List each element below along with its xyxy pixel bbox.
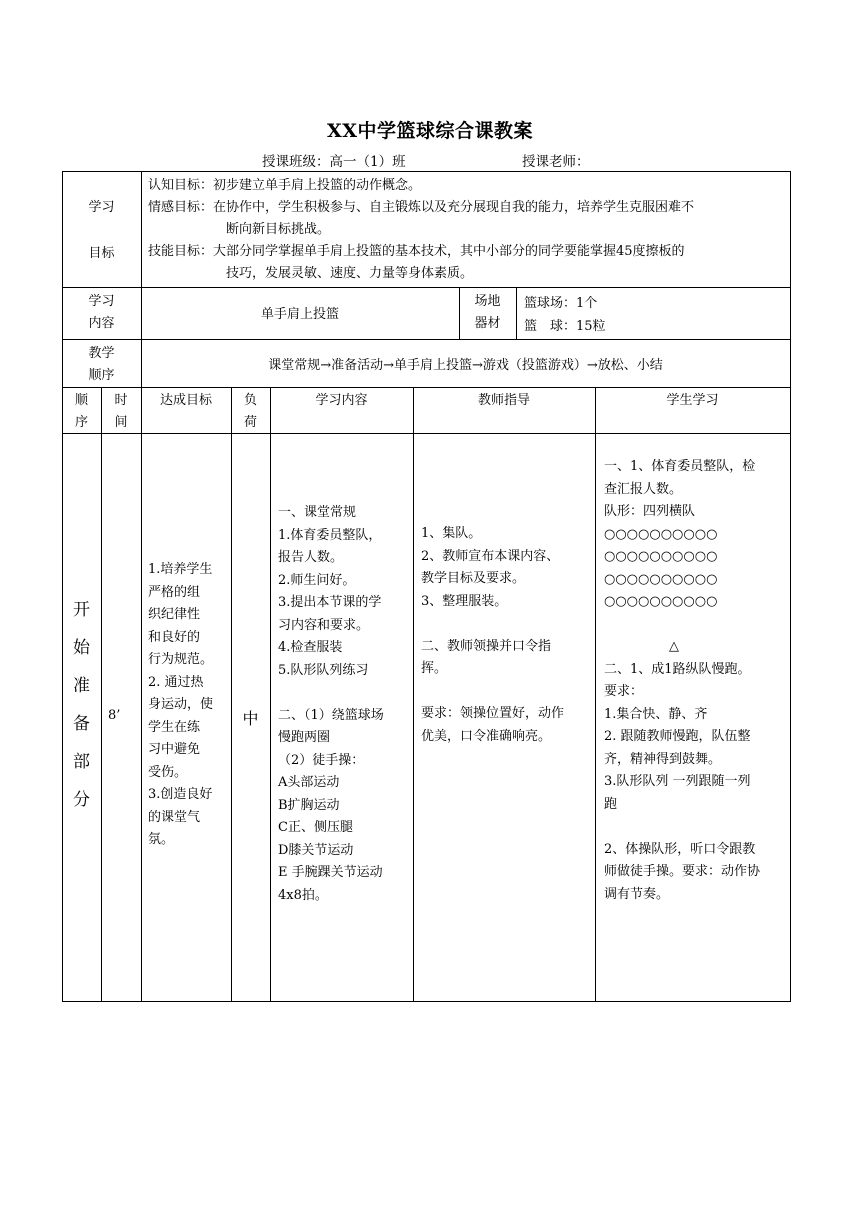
target-line: 身运动，使 <box>148 697 214 712</box>
target-line: 和良好的 <box>148 629 201 645</box>
col-seq-2: 序 <box>74 415 88 430</box>
content-value: 单手肩上投篮 <box>260 307 339 322</box>
content-line: 二、（1）绕篮球场 <box>278 707 384 723</box>
target-line: 严格的组 <box>148 584 201 600</box>
teacher-line: 3、整理服装。 <box>421 593 508 609</box>
section-name-char: 始 <box>73 638 90 658</box>
student-line: 齐，精神得到鼓舞。 <box>604 751 722 767</box>
student-line: 查汇报人数。 <box>604 481 683 497</box>
content-line <box>278 682 384 705</box>
content-line: B扩胸运动 <box>278 797 340 813</box>
content-line: 慢跑两圈 <box>278 730 331 745</box>
content-line: D膝关节运动 <box>278 842 354 858</box>
goal-skill-text-2: 技巧，发展灵敏、速度、力量等身体素质。 <box>226 266 474 281</box>
col-load-1: 负 <box>243 393 257 408</box>
section-name <box>62 591 101 819</box>
student-line <box>604 614 760 637</box>
student-line: ○○○○○○○○○○ <box>604 594 718 609</box>
teacher-line: 教学目标及要求。 <box>421 571 526 586</box>
row-divider <box>62 287 791 288</box>
content-line: 3.提出本节课的学 <box>278 595 382 610</box>
student-line: 二、1、成1路纵队慢跑。 <box>604 661 751 677</box>
content-line: 5.队形队列练习 <box>278 662 369 678</box>
order-value: 课堂常规→准备活动→单手肩上投篮→游戏（投篮游戏）→放松、小结 <box>268 358 663 373</box>
goal-skill <box>148 241 685 264</box>
student-line: 跑 <box>604 796 618 812</box>
col-divider <box>231 387 232 1002</box>
goals-label-2: 目标 <box>88 246 115 261</box>
content-line: 习内容和要求。 <box>278 617 370 633</box>
target-line: 织纪律性 <box>148 607 201 622</box>
section-content <box>278 502 384 907</box>
content-line: E 手腕踝关节运动 <box>278 865 383 880</box>
content-label-2: 内容 <box>88 316 115 331</box>
student-line: 师做徒手操。要求：动作协 <box>604 864 761 879</box>
student-line: 要求： <box>604 684 644 699</box>
content-line: 4x8拍。 <box>278 887 328 903</box>
col-divider <box>413 387 414 1002</box>
order-label-1: 教学 <box>88 346 115 361</box>
venue-balls: 篮 球：15粒 <box>524 319 606 334</box>
section-teacher <box>421 523 564 748</box>
target-line: 1.培养学生 <box>148 562 213 577</box>
section-name-char: 部 <box>73 752 90 772</box>
goals-label-1: 学习 <box>88 200 115 215</box>
target-line: 学生在练 <box>148 719 201 735</box>
student-line: 一、1、体育委员整队，检 <box>604 459 756 474</box>
goal-cognitive <box>148 175 421 198</box>
section-time: 8’ <box>108 708 121 723</box>
teacher-line: 1、集队。 <box>421 526 482 541</box>
target-line: 2. 通过热 <box>148 674 204 690</box>
venue-label-1: 场地 <box>474 294 501 309</box>
goal-skill-label: 技能目标： <box>148 244 214 259</box>
goal-emotion-label: 情感目标： <box>148 200 214 215</box>
target-line: 的课堂气 <box>148 809 201 825</box>
class-label: 授课班级：高一（1）班 <box>262 154 406 170</box>
venue-label-2: 器材 <box>474 316 501 331</box>
teacher-line <box>421 681 564 704</box>
teacher-line <box>421 613 564 636</box>
student-line <box>604 816 760 839</box>
goal-cognitive-text: 初步建立单手肩上投篮的动作概念。 <box>213 178 422 193</box>
content-line: A头部运动 <box>278 775 340 790</box>
teacher-line: 优美，口令准确响亮。 <box>421 728 552 744</box>
col-time-1: 时 <box>114 393 128 408</box>
col-seq-1: 顺 <box>74 393 88 408</box>
target-line: 受伤。 <box>148 764 188 780</box>
table-border-bottom <box>62 1001 791 1002</box>
table-border-top <box>62 171 791 172</box>
student-line: 调有节奏。 <box>604 886 670 902</box>
teacher-line: 2、教师宣布本课内容、 <box>421 548 560 564</box>
row-divider <box>62 387 791 388</box>
col-divider <box>101 387 102 1002</box>
student-line: ○○○○○○○○○○ <box>604 571 718 587</box>
goal-emotion-text-1: 在协作中，学生积极参与、自主锻炼以及充分展现自我的能力，培养学生克服困难不 <box>213 200 695 215</box>
content-line: 一、课堂常规 <box>278 505 357 520</box>
teacher-line: 要求：领操位置好，动作 <box>421 706 565 721</box>
col-divider <box>595 387 596 1002</box>
student-line: △ <box>604 639 679 654</box>
section-load: 中 <box>242 709 259 728</box>
target-line: 行为规范。 <box>148 652 214 667</box>
student-line: 1.集合快、静、齐 <box>604 706 708 722</box>
content-line: 2.师生问好。 <box>278 572 356 588</box>
teacher-line: 挥。 <box>421 661 448 676</box>
section-student <box>604 456 760 906</box>
goal-emotion-text-2: 断向新目标挑战。 <box>226 222 331 237</box>
teacher-label: 授课老师： <box>522 154 590 170</box>
content-label-1: 学习 <box>88 294 115 309</box>
page-title: XX中学篮球综合课教案 <box>327 120 533 142</box>
content-line: 1.体育委员整队， <box>278 527 382 543</box>
content-line: 4.检查服装 <box>278 640 343 655</box>
student-line: ○○○○○○○○○○ <box>604 549 718 564</box>
goal-cognitive-label: 认知目标： <box>148 178 214 193</box>
goal-emotion <box>148 197 694 220</box>
content-line: C正、侧压腿 <box>278 820 353 835</box>
teacher-line: 二、教师领操并口令指 <box>421 638 552 654</box>
section-name-char: 准 <box>73 676 90 696</box>
order-label-2: 顺序 <box>88 368 115 383</box>
section-target <box>148 559 213 852</box>
student-line: 2、体操队形，听口令跟教 <box>604 841 756 857</box>
row-divider <box>62 433 791 434</box>
target-line: 氛。 <box>148 832 175 847</box>
table-border-right <box>790 171 791 1002</box>
row-divider <box>62 339 791 340</box>
col-divider <box>141 171 142 1002</box>
col-divider <box>270 387 271 1002</box>
col-target: 达成目标 <box>159 393 212 408</box>
col-content: 学习内容 <box>315 393 368 408</box>
student-line: ○○○○○○○○○○ <box>604 526 718 542</box>
section-name-char: 备 <box>73 714 90 734</box>
content-line: 报告人数。 <box>278 550 344 565</box>
venue-court: 篮球场：1个 <box>524 296 598 311</box>
target-line: 习中避免 <box>148 742 201 757</box>
col-divider <box>516 287 517 340</box>
student-line: 3.队形队列 一列跟随一列 <box>604 774 751 789</box>
goal-skill-text-1: 大部分同学掌握单手肩上投篮的基本技术，其中小部分的同学要能掌握45度擦板的 <box>213 244 685 259</box>
target-line: 3.创造良好 <box>148 787 213 802</box>
content-line: （2）徒手操： <box>278 752 365 768</box>
section-name-char: 开 <box>73 600 90 620</box>
col-teacher: 教师指导 <box>477 393 530 408</box>
col-time-2: 间 <box>114 415 128 430</box>
section-name-char: 分 <box>73 790 90 810</box>
student-line: 2. 跟随教师慢跑，队伍整 <box>604 729 751 744</box>
student-line: 队形：四列横队 <box>604 504 696 519</box>
col-load-2: 荷 <box>243 415 257 430</box>
col-student: 学生学习 <box>666 393 719 408</box>
